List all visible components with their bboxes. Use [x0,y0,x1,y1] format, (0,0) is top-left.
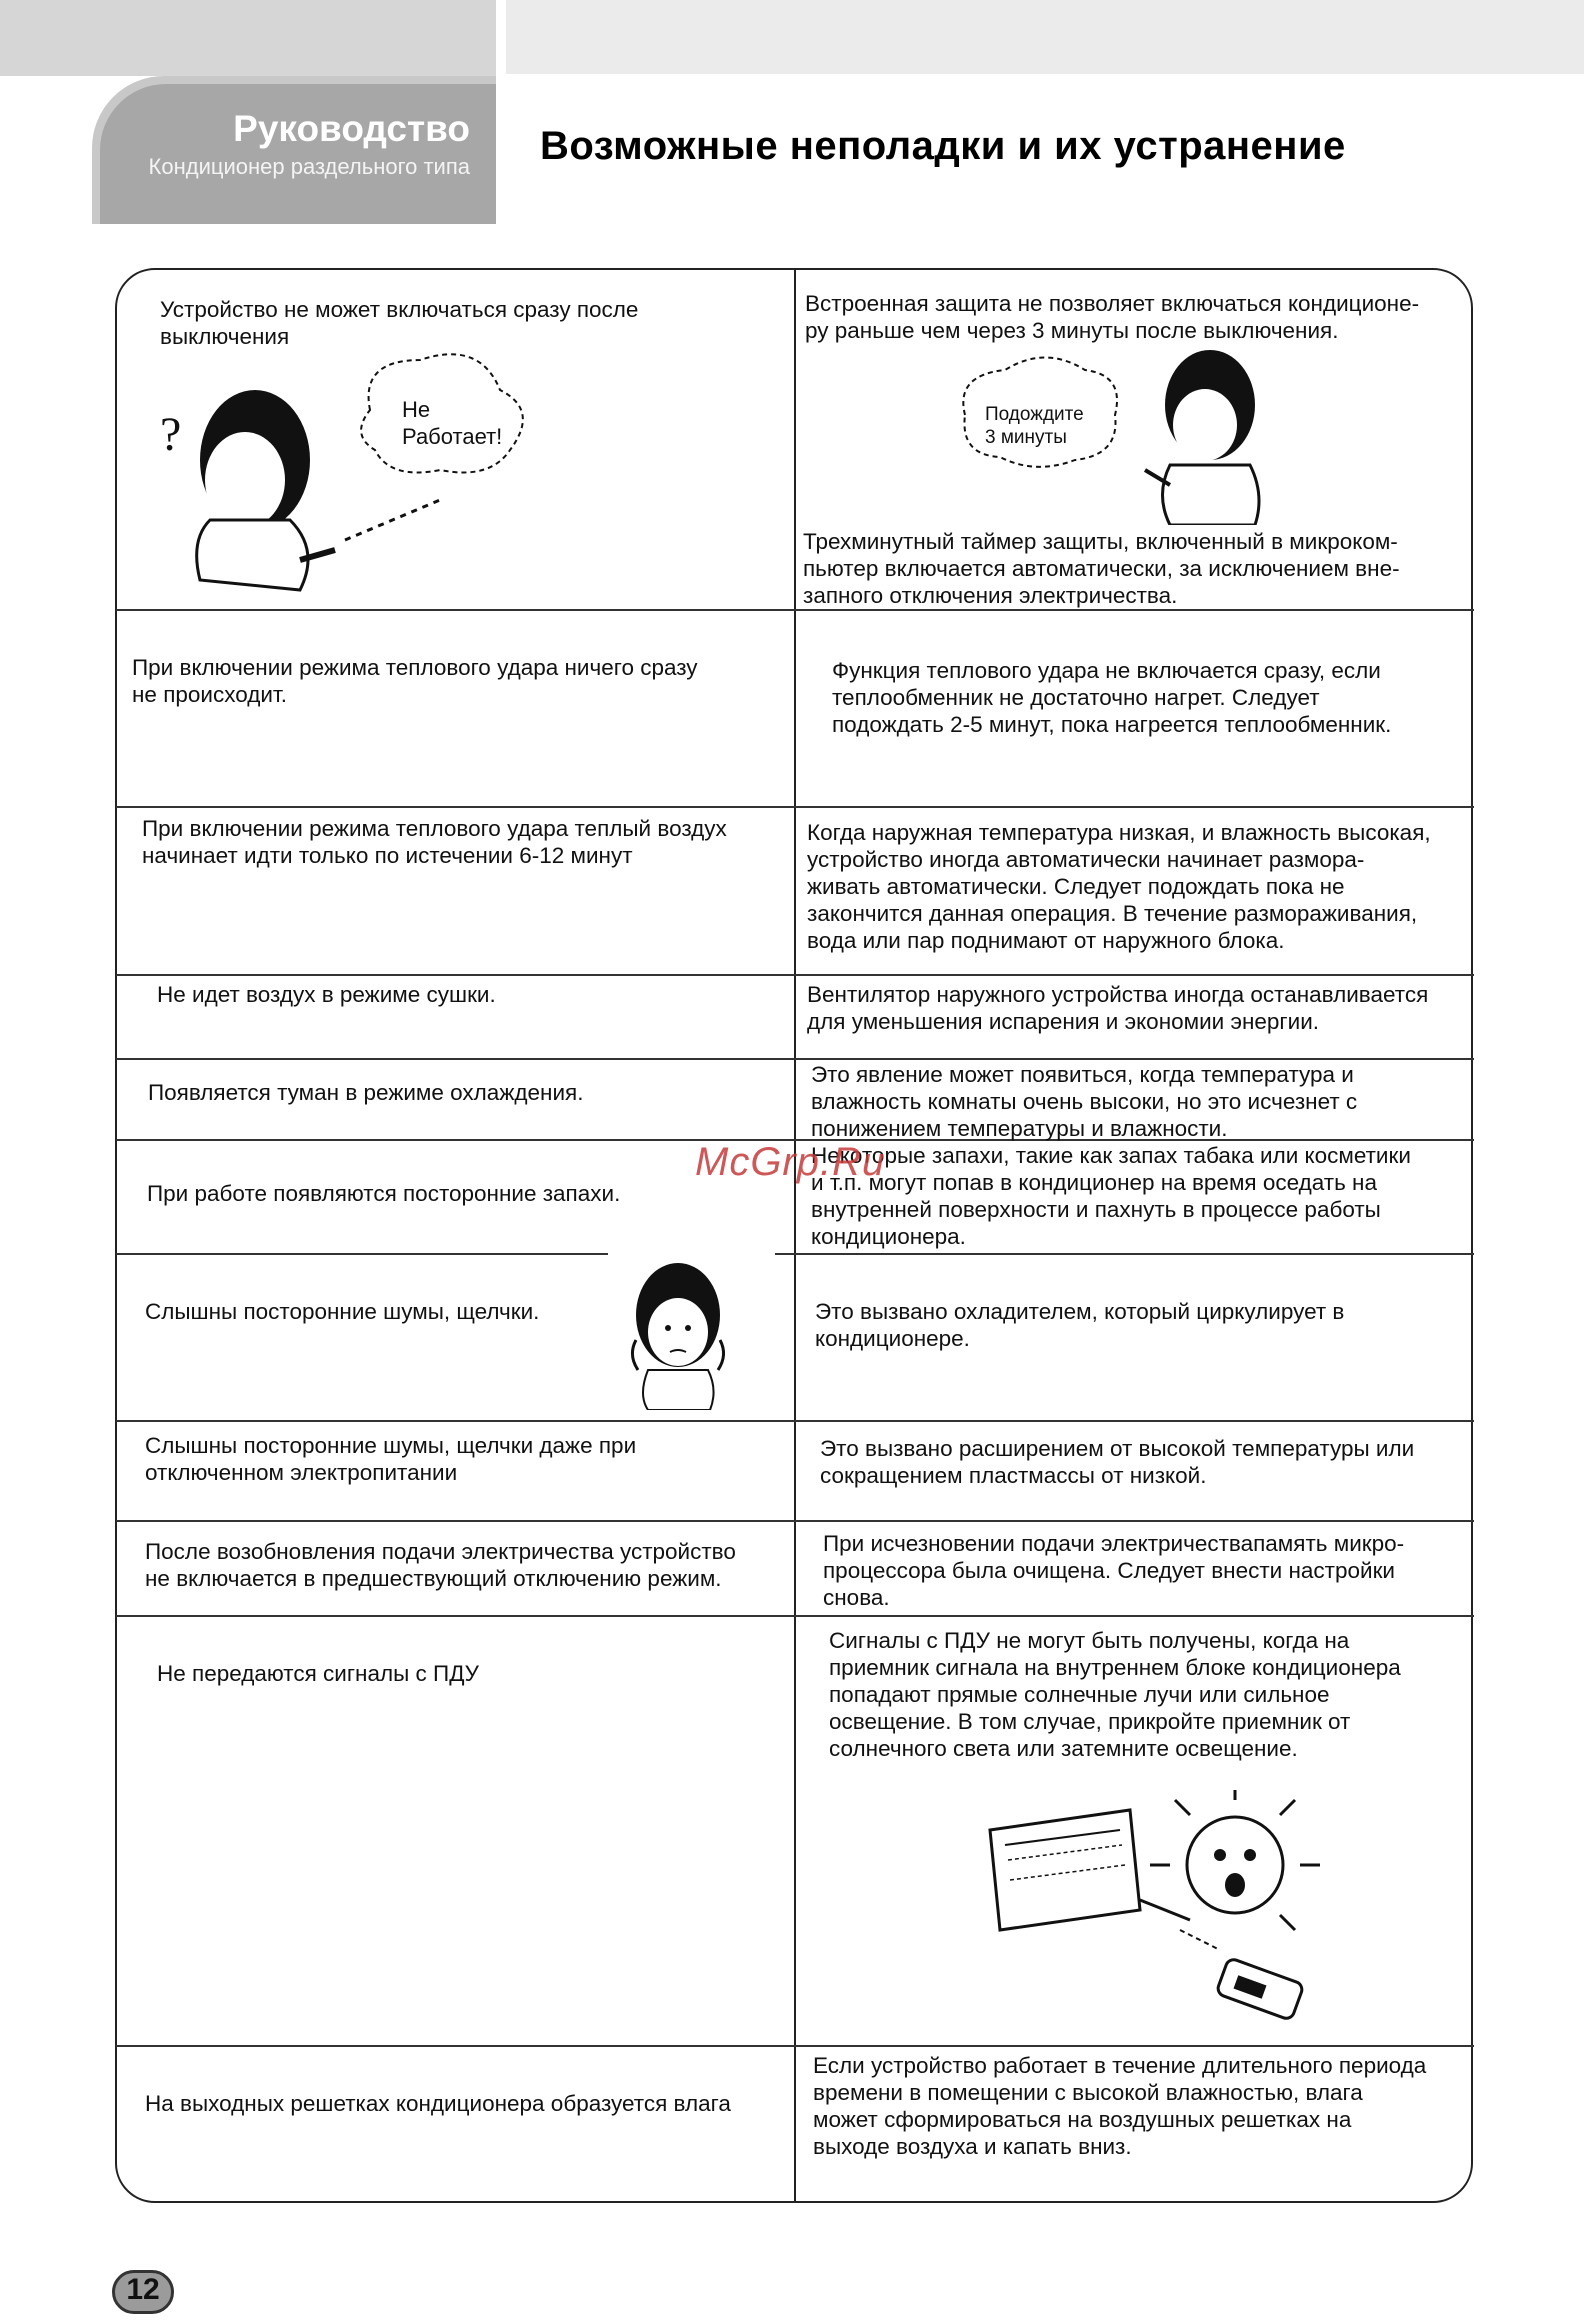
speech-bubble-text: Подождите 3 минуты [985,404,1084,448]
column-divider [794,270,796,2201]
header-grey-block [0,0,496,76]
problem-text: После возобновления подачи электричества устройство не включается в предшествующий отключению режим. [145,1539,736,1591]
section-subtitle: Кондиционер раздельного типа [148,154,470,179]
row-divider [116,974,1474,976]
speech-bubble-text: Не Работает! [402,397,503,449]
section-title: Руководство [233,108,470,149]
problem-text: Устройство не может включаться сразу после выключения [160,297,639,349]
page-number: 12 [126,2273,160,2306]
solution-text: Встроенная защита не позволяет включаться кондиционе- ру раньше чем через 3 минуты после выключения. [805,291,1420,343]
solution-text: Это вызвано охладителем, который циркулирует в кондиционере. [815,1299,1345,1351]
problem-text: При включении режима теплового удара ничего сразу не происходит. [132,655,698,707]
problem-text: Не идет воздух в режиме сушки. [157,982,496,1007]
solution-text: Сигналы с ПДУ не могут быть получены, когда на приемник сигнала на внутреннем блоке кондиционера попадают прямые солнечные лучи или сильное освещение. В том случае, прикройте приемник от солнечного света или затемните освещение. [829,1628,1401,1761]
solution-text: Когда наружная температура низкая, и влажность высокая, устройство иногда автоматически начинает размора- живать автоматически. Следует подождать пока не закончится данная операция. В течение размораживания, вода или пар поднимают от наружного блока. [807,820,1431,953]
row-divider [775,1253,1474,1255]
problem-text: При работе появляются посторонние запахи. [147,1181,621,1206]
solution-text: Если устройство работает в течение длительного периода времени в помещении с высокой влажностью, влага может сформироваться на воздушных решетках на выходе воздуха и капать вниз. [813,2053,1427,2159]
problem-text: Слышны посторонние шумы, щелчки даже при отключенном электропитании [145,1433,637,1485]
solution-text: Некоторые запахи, такие как запах табака или косметики и т.п. могут попав в кондиционер на время оседать на внутренней поверхности и пахнуть в процессе работы кондиционера. [811,1143,1411,1249]
row-divider [116,2045,1474,2047]
problem-text: На выходных решетках кондиционера образуется влага [145,2091,731,2116]
solution-text: При исчезновении подачи электричествапамять микро- процессора была очищена. Следует внести настройки снова. [823,1531,1405,1610]
problem-text: Не передаются сигналы с ПДУ [157,1661,479,1686]
header-grey-bar [500,0,1584,74]
page-title: Возможные неполадки и их устранение [540,124,1346,168]
solution-text: Это вызвано расширением от высокой температуры или сокращением пластмассы от низкой. [820,1436,1415,1488]
confused-girl-illustration [150,340,550,600]
watermark: McGrp.Ru [695,1140,886,1184]
solution-text: Вентилятор наружного устройства иногда останавливается для уменьшения испарения и экономии энергии. [807,982,1429,1034]
solution-text: Функция теплового удара не включается сразу, если теплообменник не достаточно нагрет. Следует подождать 2-5 минут, пока нагреется теплообменник. [832,658,1392,737]
solution-text: Это явление может появиться, когда температура и влажность комнаты очень высоки, но это исчезнет с понижением температуры и влажности. [811,1062,1358,1141]
row-divider [116,609,1474,611]
row-divider [116,1615,1474,1617]
row-divider [116,806,1474,808]
problem-text: Появляется туман в режиме охлаждения. [148,1080,584,1105]
row-divider [116,1058,1474,1060]
svg-text:?: ? [160,408,182,461]
covering-ears-girl-illustration [618,1260,738,1410]
row-divider [116,1253,608,1255]
row-divider [116,1420,1474,1422]
problem-text: Слышны посторонние шумы, щелчки. [145,1299,540,1324]
problem-text: При включении режима теплового удара теплый воздух начинает идти только по истечении 6-12 минут [142,816,727,868]
sun-remote-illustration [980,1790,1340,2040]
row-divider [116,1520,1474,1522]
solution-text: Трехминутный таймер защиты, включенный в микроком- пьютер включается автоматически, за исключением вне- запного отключения электричества. [803,529,1400,608]
